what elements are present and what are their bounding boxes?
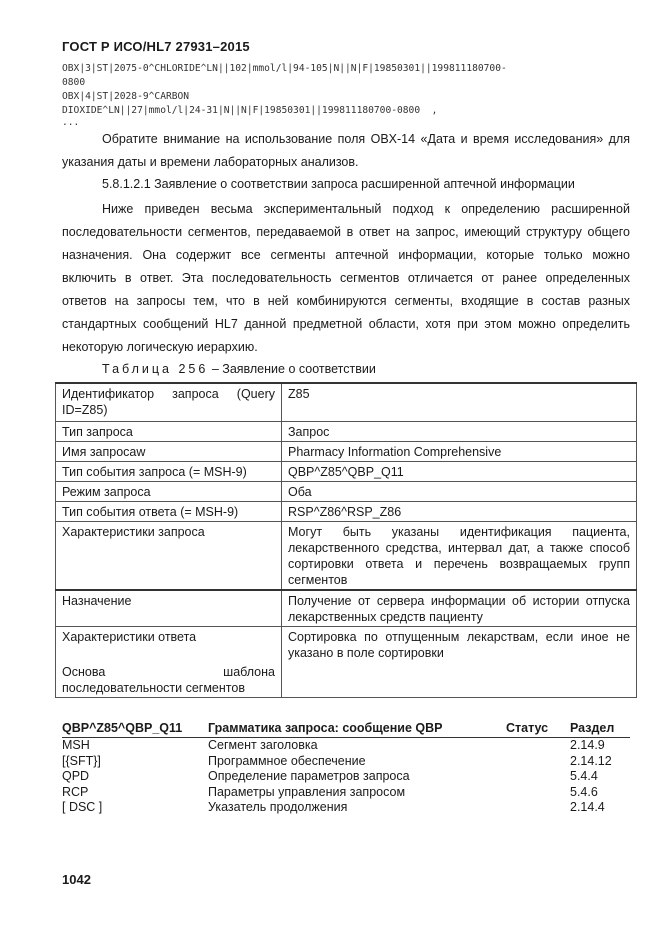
grammar-description: Указатель продолжения <box>208 800 348 814</box>
paragraph-description: Ниже приведен весьма экспериментальный подход к определению расширенной последовательности сегментов, передаваемой в ответ на запрос, имеющий структуру общего назначения. Она содержит все сегменты аптечной информации, которые только можно включить в ответ. Эта последовательность сегментов отличается от ранее определенных ответов на запросы тем, что в ней комбинируются сегменты, входящие в состав разных стандартных сообщений HL7 данной предметной области, хотя при этом можно определить некоторую логическую иерархию. <box>62 202 630 354</box>
table-row <box>56 662 637 698</box>
row-value: Сортировка по отпущенным лекарствам, если иное не указано в поле сортировки <box>282 627 637 663</box>
grammar-segment: QPD <box>62 769 90 783</box>
page-number: 1042 <box>62 872 91 887</box>
grammar-header-row <box>62 720 630 738</box>
grammar-header: Раздел <box>570 720 630 738</box>
grammar-description: Определение параметров запроса <box>208 769 410 783</box>
row-label: Идентификатор запроса (Query ID=Z85) <box>56 383 282 422</box>
grammar-section: 2.14.12 <box>570 753 612 768</box>
code-line: DIOXIDE^LN||27|mmol/l|24-31|N||N|F|19850301||199811180700-0800 , <box>62 105 438 116</box>
row-value: Получение от сервера информации об истории отпуска лекарственных средств пациенту <box>282 590 637 627</box>
table-row <box>56 590 637 627</box>
document-header: ГОСТ Р ИСО/HL7 27931–2015 <box>62 39 250 54</box>
grammar-row <box>62 785 630 801</box>
row-value: Z85 <box>282 383 637 422</box>
row-label: Тип события ответа (= MSH-9) <box>56 502 282 522</box>
grammar-section: 5.4.6 <box>570 784 598 799</box>
grammar-segment: [ DSC ] <box>62 800 103 814</box>
row-label: Имя запросаw <box>56 442 282 462</box>
table-row <box>56 482 637 502</box>
code-line: 0800 <box>62 77 86 88</box>
grammar-section: 2.14.4 <box>570 800 605 814</box>
row-label: Назначение <box>56 590 282 627</box>
table-row <box>56 627 637 663</box>
conformance-table <box>55 382 637 698</box>
grammar-status <box>506 738 570 754</box>
table-caption <box>102 362 376 376</box>
row-label: Режим запроса <box>56 482 282 502</box>
row-label: Основа шаблона последовательности сегментов <box>56 662 282 698</box>
grammar-row <box>62 800 630 816</box>
row-value: RSP^Z86^RSP_Z86 <box>282 502 637 522</box>
table-caption-label: Таблица 256 <box>102 362 209 376</box>
row-value: Запрос <box>282 422 637 442</box>
grammar-segment: [{SFT}] <box>62 753 101 768</box>
grammar-status <box>506 785 570 801</box>
table-row <box>56 522 637 591</box>
grammar-table <box>62 720 630 816</box>
code-line: OBX|3|ST|2075-0^CHLORIDE^LN||102|mmol/l|94-105|N||N|F|19850301||199811180700- <box>62 63 507 74</box>
table-caption-title: Заявление о соответствии <box>222 362 376 376</box>
row-label: Тип события запроса (= MSH-9) <box>56 462 282 482</box>
grammar-row <box>62 754 630 770</box>
grammar-status <box>506 754 570 770</box>
grammar-header: Грамматика запроса: сообщение QBP <box>208 720 506 738</box>
table-row <box>56 462 637 482</box>
grammar-header: QBP^Z85^QBP_Q11 <box>62 720 208 738</box>
grammar-row <box>62 738 630 754</box>
paragraph-note: Обратите внимание на использование поля OBX-14 «Дата и время исследования» для указания даты и времени лабораторных анализов. <box>62 132 630 169</box>
grammar-description: Параметры управления запросом <box>208 784 406 799</box>
grammar-status <box>506 769 570 785</box>
row-label: Характеристики ответа <box>56 627 282 663</box>
grammar-header: Статус <box>506 720 570 738</box>
row-value: QBP^Z85^QBP_Q11 <box>282 462 637 482</box>
row-value: Pharmacy Information Comprehensive <box>282 442 637 462</box>
grammar-row <box>62 769 630 785</box>
row-value: Оба <box>282 482 637 502</box>
table-caption-dash: – <box>211 362 219 376</box>
table-row <box>56 383 637 422</box>
table-row <box>56 442 637 462</box>
grammar-section: 2.14.9 <box>570 738 605 752</box>
table-row <box>56 502 637 522</box>
code-line: ... <box>62 117 80 128</box>
grammar-description: Сегмент заголовка <box>208 738 318 752</box>
grammar-segment: MSH <box>62 738 90 752</box>
row-value <box>282 662 637 698</box>
row-label: Характеристики запроса <box>56 522 282 591</box>
grammar-status <box>506 800 570 816</box>
table-row <box>56 422 637 442</box>
section-heading: 5.8.1.2.1 Заявление о соответствии запроса расширенной аптечной информации <box>102 177 575 191</box>
code-line: OBX|4|ST|2028-9^CARBON <box>62 91 190 102</box>
row-value: Могут быть указаны идентификация пациента, лекарственного средства, интервал дат, а также способ сортировки ответа и перечень возвращаемых групп сегментов <box>282 522 637 591</box>
grammar-segment: RCP <box>62 784 89 799</box>
grammar-description: Программное обеспечение <box>208 753 366 768</box>
row-label: Тип запроса <box>56 422 282 442</box>
grammar-section: 5.4.4 <box>570 769 598 783</box>
